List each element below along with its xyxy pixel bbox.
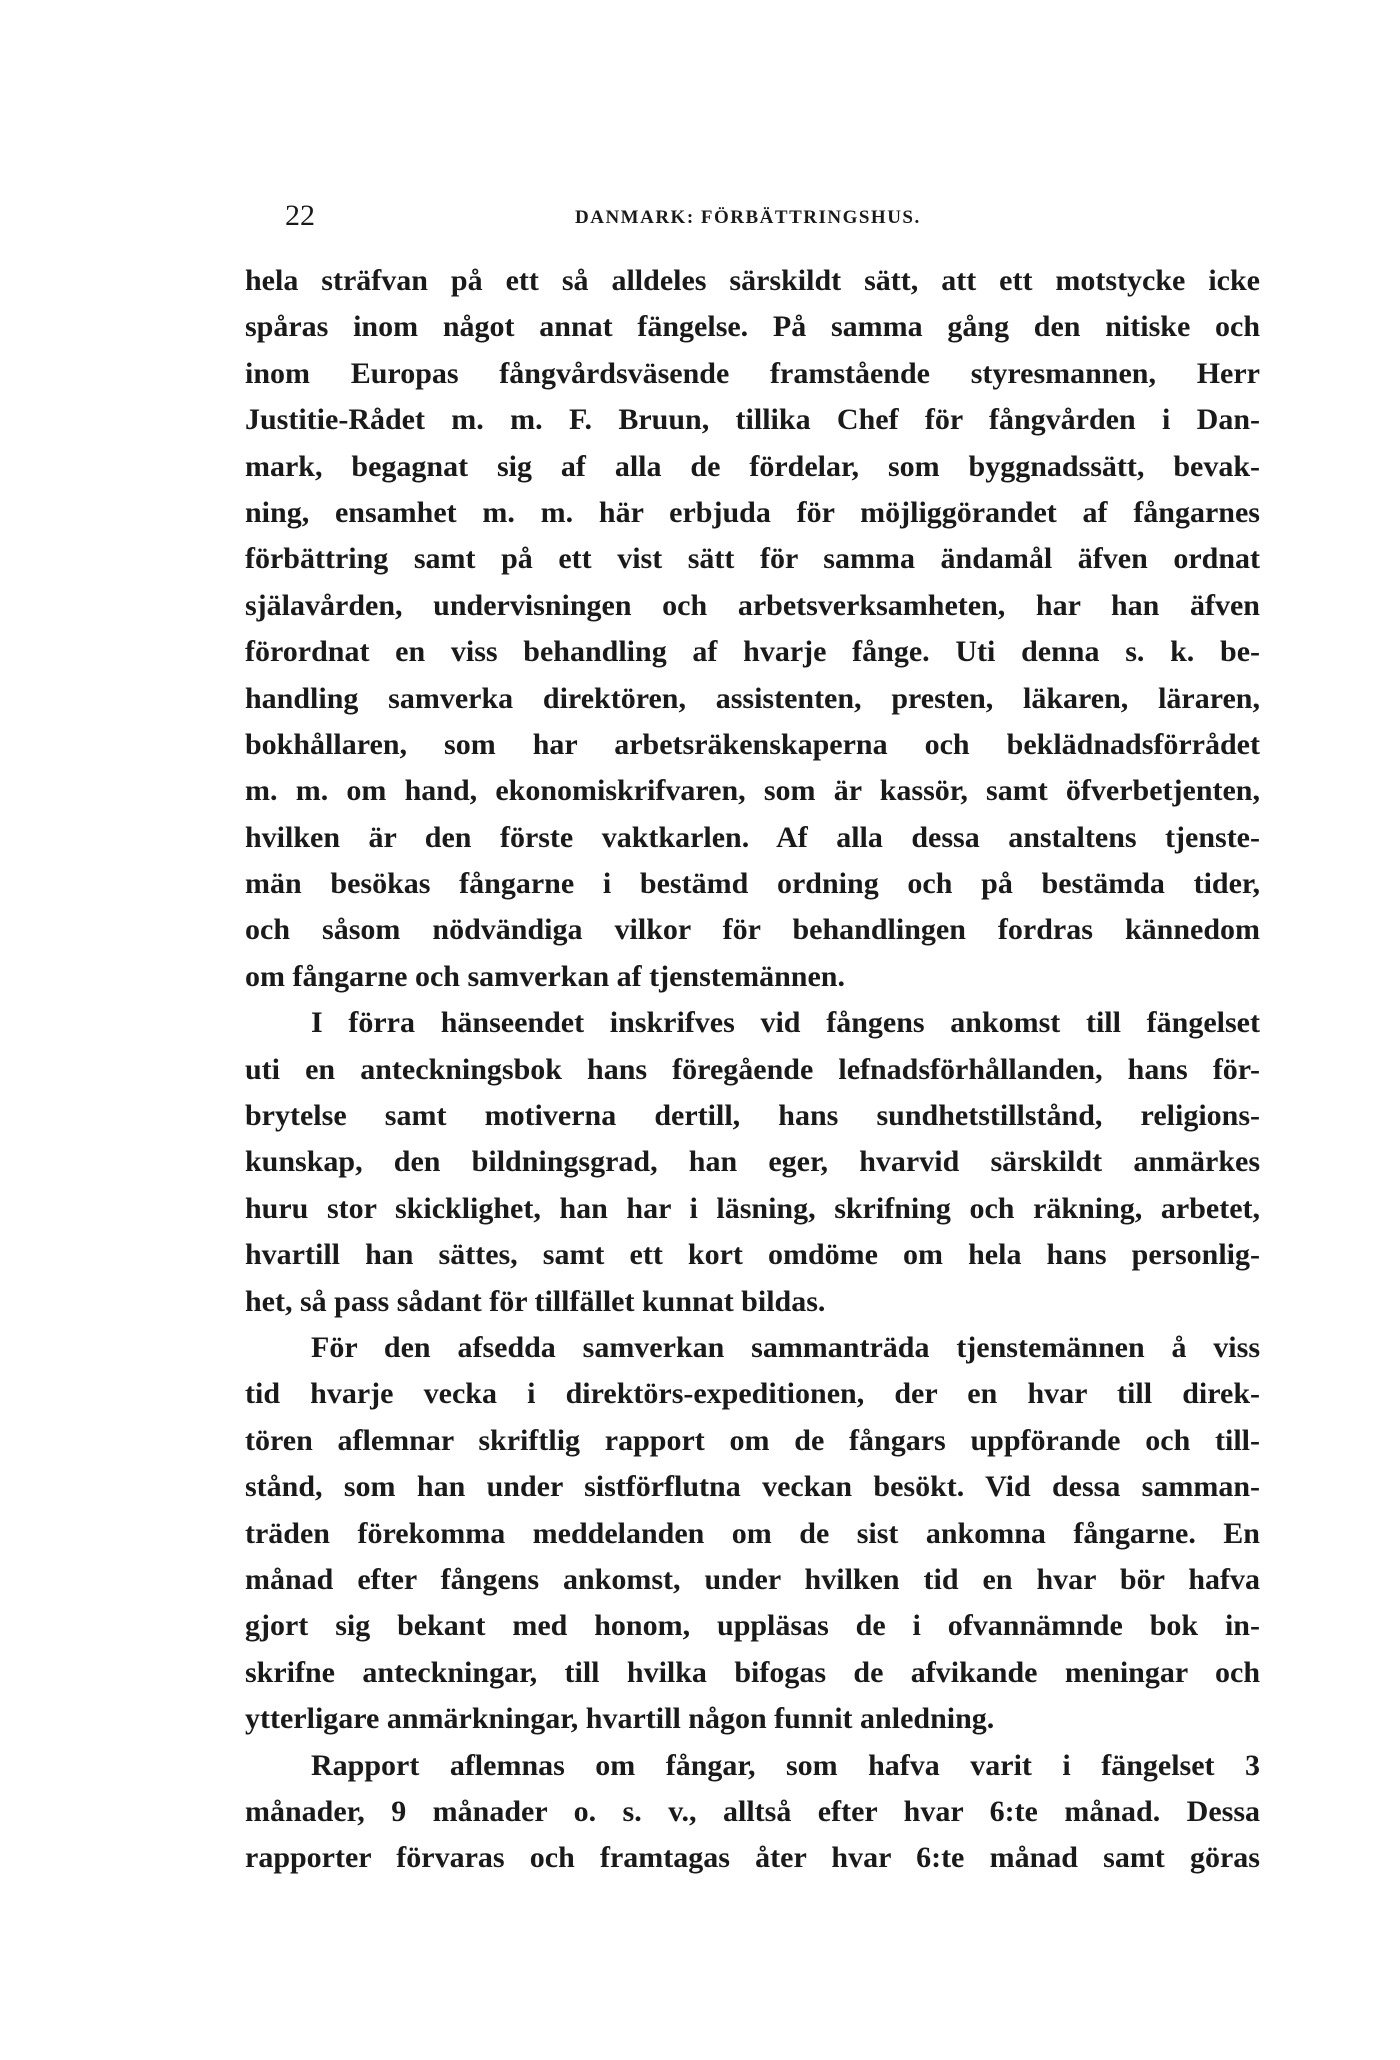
running-title: DANMARK: FÖRBÄTTRINGSHUS. [575,207,921,228]
text-line: tören aflemnar skriftlig rapport om de fångars uppförande och till- [245,1423,1260,1457]
text-line: inom Europas fångvårdsväsende framstående styresmannen, Herr [245,356,1260,390]
text-line: rapporter förvaras och framtagas åter hvar 6:te månad samt göras [245,1841,1260,1875]
text-line: kunskap, den bildningsgrad, han eger, hvarvid särskildt anmärkes [245,1145,1260,1179]
text-line: stånd, som han under sistförflutna veckan besökt. Vid dessa samman- [245,1470,1260,1504]
text-line: handling samverka direktören, assistenten, presten, läkaren, läraren, [245,681,1260,715]
text-line: Rapport aflemnas om fångar, som hafva varit i fängelset 3 [311,1748,1260,1782]
text-line: träden förekomma meddelanden om de sist ankomna fångarne. En [245,1516,1260,1550]
text-line: själavården, undervisningen och arbetsverksamheten, har han äfven [245,588,1260,622]
text-line: månad efter fångens ankomst, under hvilken tid en hvar bör hafva [245,1562,1260,1596]
text-line: brytelse samt motiverna dertill, hans sundhetstillstånd, religions- [245,1099,1260,1133]
text-line: ytterligare anmärkningar, hvartill någon funnit anledning. [245,1702,995,1736]
page-number: 22 [285,199,315,232]
text-line: gjort sig bekant med honom, uppläsas de i ofvannämnde bok in- [245,1609,1260,1643]
book-page [245,0,1260,2060]
text-line: het, så pass sådant för tillfället kunnat bildas. [245,1284,826,1318]
text-line: månader, 9 månader o. s. v., alltså efter hvar 6:te månad. Dessa [245,1794,1260,1828]
text-line: I förra hänseendet inskrifves vid fångens ankomst till fängelset [311,1006,1260,1040]
text-line: För den afsedda samverkan sammanträda tjenstemännen å viss [311,1330,1260,1364]
text-line: män besökas fångarne i bestämd ordning och på bestämda tider, [245,867,1260,901]
text-line: hvartill han sättes, samt ett kort omdöme om hela hans personlig- [245,1238,1260,1272]
text-line: mark, begagnat sig af alla de fördelar, som byggnadssätt, bevak- [245,449,1260,483]
text-line: Justitie-Rådet m. m. F. Bruun, tillika Chef för fångvården i Dan- [245,403,1260,437]
text-line: och såsom nödvändiga vilkor för behandlingen fordras kännedom [245,913,1260,947]
text-line: m. m. om hand, ekonomiskrifvaren, som är kassör, samt öfverbetjenten, [245,774,1260,808]
text-line: hela sträfvan på ett så alldeles särskildt sätt, att ett motstycke icke [245,264,1260,297]
body-text [245,258,1260,1882]
text-line: förordnat en viss behandling af hvarje fånge. Uti denna s. k. be- [245,635,1260,669]
text-line: bokhållaren, som har arbetsräkenskaperna och beklädnadsförrådet [245,727,1260,761]
text-line: huru stor skicklighet, han har i läsning, skrifning och räkning, arbetet, [245,1191,1260,1225]
text-line: spåras inom något annat fängelse. På samma gång den nitiske och [245,310,1260,344]
text-line: tid hvarje vecka i direktörs-expeditionen, der en hvar till direk- [245,1377,1260,1411]
text-line: hvilken är den förste vaktkarlen. Af alla dessa anstaltens tjenste- [245,820,1260,854]
text-line: ning, ensamhet m. m. här erbjuda för möjliggörandet af fångarnes [245,495,1260,529]
text-line: uti en anteckningsbok hans föregående lefnadsförhållanden, hans för- [245,1052,1260,1086]
text-line: förbättring samt på ett vist sätt för samma ändamål äfven ordnat [245,542,1260,576]
text-line: skrifne anteckningar, till hvilka bifogas de afvikande meningar och [245,1655,1260,1689]
text-line: om fångarne och samverkan af tjenstemännen. [245,959,845,993]
running-head [245,196,1260,236]
